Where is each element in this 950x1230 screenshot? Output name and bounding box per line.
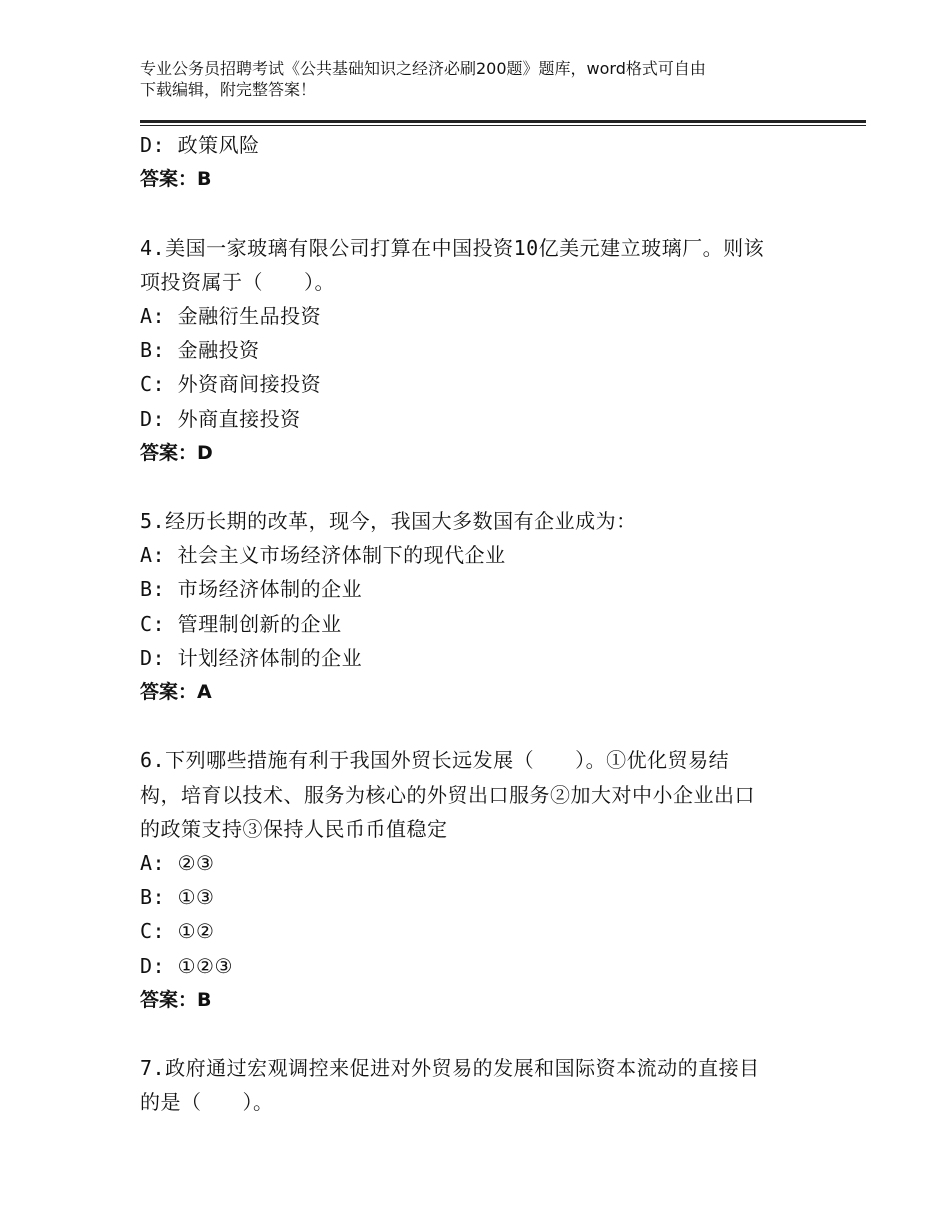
q4-option-d: D: 外商直接投资 [140, 406, 301, 431]
spacer [140, 196, 810, 230]
header-rule-thin [140, 125, 866, 126]
q6-option-a: A: ②③ [140, 850, 215, 875]
q4-answer: 答案：D [140, 441, 213, 464]
spacer [140, 1017, 810, 1051]
q6-stem-line-2: 构，培育以技术、服务为核心的外贸出口服务②加大对中小企业出口 [140, 782, 755, 807]
q5-option-a: A: 社会主义市场经济体制下的现代企业 [140, 543, 506, 568]
q4-option-a: A: 金融衍生品投资 [140, 303, 322, 328]
q6-stem-line-1: 6.下列哪些措施有利于我国外贸长远发展（ ）。①优化贸易结 [140, 748, 730, 773]
q5-option-c: C: 管理制创新的企业 [140, 611, 342, 636]
q3-answer: 答案：B [140, 168, 212, 191]
q5-option-b: B: 市场经济体制的企业 [140, 577, 363, 602]
q6-option-d: D: ①②③ [140, 953, 233, 978]
q6-option-b: B: ①③ [140, 885, 215, 910]
page-header [140, 58, 820, 100]
spacer [140, 470, 810, 504]
q4-stem-line-1: 4.美国一家玻璃有限公司打算在中国投资10亿美元建立玻璃厂。则该 [140, 235, 765, 260]
header-line-1: 专业公务员招聘考试《公共基础知识之经济必刷200题》题库，word格式可自由 [140, 59, 706, 78]
q4-option-c: C: 外资商间接投资 [140, 372, 322, 397]
q5-option-d: D: 计划经济体制的企业 [140, 645, 363, 670]
q5-answer: 答案：A [140, 681, 212, 703]
q6-option-c: C: ①② [140, 919, 215, 944]
q7-stem-line-1: 7.政府通过宏观调控来促进对外贸易的发展和国际资本流动的直接目 [140, 1056, 760, 1081]
header-rule-thick [140, 120, 866, 123]
q5-stem-line-1: 5.经历长期的改革，现今，我国大多数国有企业成为： [140, 509, 637, 534]
spacer [140, 709, 810, 743]
q3-option-d: D: 政策风险 [140, 133, 260, 157]
header-line-2: 下载编辑，附完整答案！ [140, 80, 317, 99]
question-list [140, 128, 810, 1119]
q6-answer: 答案：B [140, 988, 212, 1011]
q7-stem-line-2: 的是（ ）。 [140, 1090, 274, 1115]
q6-stem-line-3: 的政策支持③保持人民币币值稳定 [140, 816, 448, 841]
q4-option-b: B: 金融投资 [140, 338, 260, 363]
q4-stem-line-2: 项投资属于（ ）。 [140, 269, 335, 294]
